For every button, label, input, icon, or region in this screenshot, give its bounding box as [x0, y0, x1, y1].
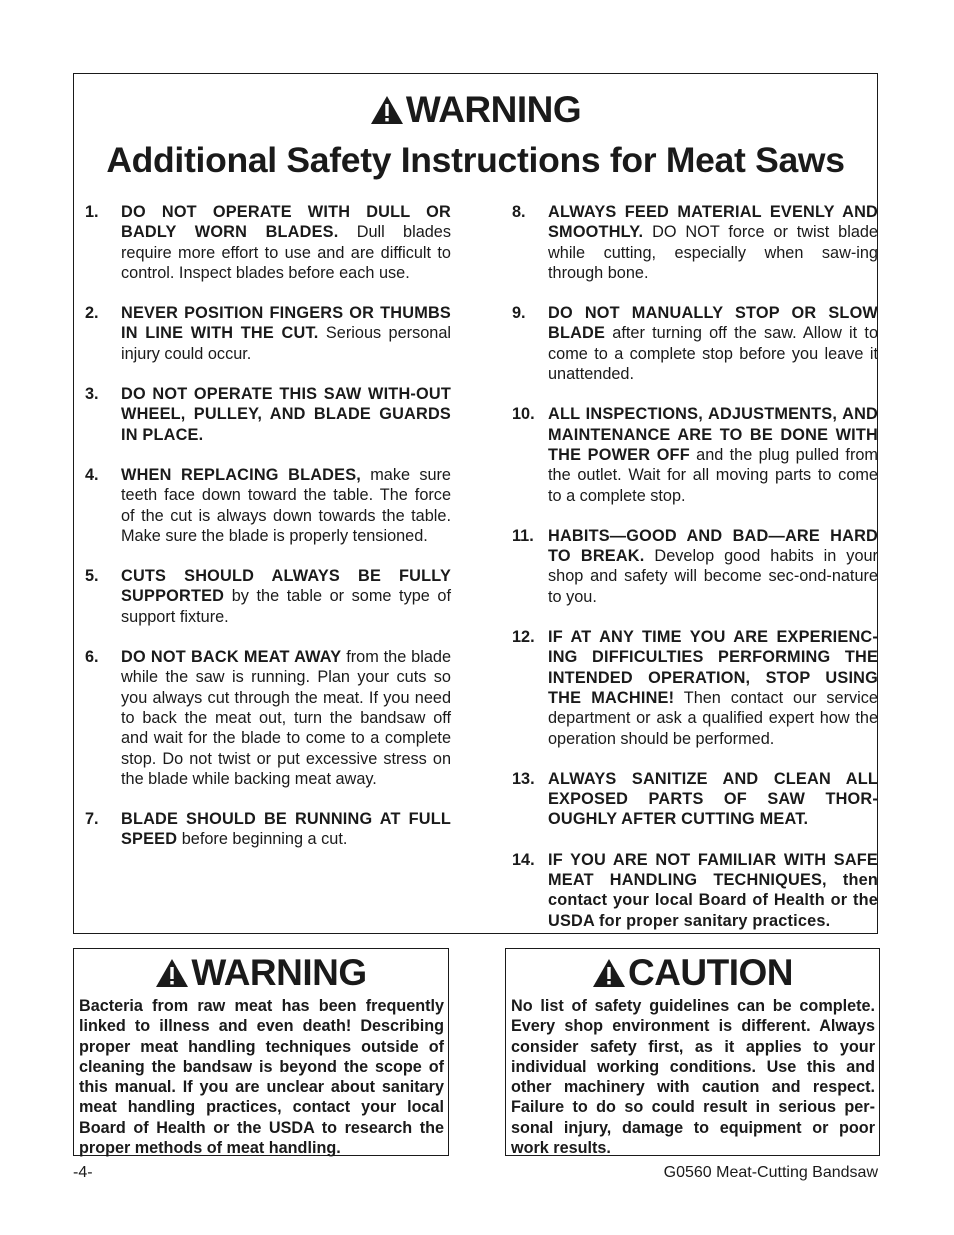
list-item: 1. DO NOT OPERATE WITH DULL OR BADLY WORN BLADES. Dull blades require more effort to use and are difficult to control. Inspect blades before each use. — [85, 203, 451, 282]
caution-box — [505, 948, 880, 1156]
list-item: 7. BLADE SHOULD BE RUNNING AT FULL SPEED before beginning a cut. — [85, 810, 451, 849]
list-item: 2. NEVER POSITION FINGERS OR THUMBS IN LINE WITH THE CUT. Serious personal injury could occur. — [85, 304, 451, 363]
warning-box-label: WARNING — [191, 952, 367, 993]
list-item: 8. ALWAYS FEED MATERIAL EVENLY AND SMOOTHLY. DO NOT force or twist blade while cutting, especially when saw-ing through bone. — [512, 203, 878, 282]
list-item: 5. CUTS SHOULD ALWAYS BE FULLY SUPPORTED by the table or some type of support fixture. — [85, 567, 451, 626]
list-item: 3. DO NOT OPERATE THIS SAW WITH-OUT WHEEL, PULLEY, AND BLADE GUARDS IN PLACE. — [85, 385, 451, 444]
list-item: 12. IF AT ANY TIME YOU ARE EXPERIENC-ING DIFFICULTIES PERFORMING THE INTENDED OPERATION, STOP USING THE MACHINE! Then contact our service department or ask a qualified expert how the operation should be performed. — [512, 628, 878, 748]
caution-box-header — [506, 953, 879, 996]
warning-box-header — [74, 953, 448, 996]
warning-triangle-icon — [370, 93, 404, 133]
safety-instructions-box — [73, 73, 878, 934]
bacteria-warning-box — [73, 948, 449, 1156]
page-title: Additional Safety Instructions for Meat Saws — [106, 140, 845, 180]
warning-box-text: Bacteria from raw meat has been frequently linked to illness and even death! Describing proper meat handling techniques outside of cleaning the bandsaw is beyond the scope of this manual. If you are unclear about sanitary meat handling practices, contact your local Board of Health or the USDA to research the proper methods of meat handling. — [79, 997, 444, 1158]
warning-triangle-icon — [155, 956, 189, 996]
list-item: 11. HABITS—GOOD AND BAD—ARE HARD TO BREAK. Develop good habits in your shop and safety will become sec-ond-nature to you. — [512, 526, 878, 606]
list-item: 4. WHEN REPLACING BLADES, make sure teeth face down toward the table. The force of the cut is always down towards the table. Make sure the blade is properly tensioned. — [85, 465, 451, 545]
caution-box-text: No list of safety guidelines can be complete. Every shop environment is different. Always consider safety first, as it applies to your individual working conditions. Use this and other machinery with caution and respect. Failure to do so could result in serious per-sonal injury, damage to equipment or poor work results. — [511, 997, 875, 1158]
caution-box-label: CAUTION — [627, 952, 794, 993]
caution-triangle-icon — [592, 956, 626, 996]
list-item: 9. DO NOT MANUALLY STOP OR SLOW BLADE after turning off the saw. Allow it to come to a complete stop before you leave it unattended. — [512, 304, 878, 384]
left-column — [85, 202, 451, 870]
document-title: G0560 Meat-Cutting Bandsaw — [663, 1164, 878, 1181]
page-number: -4- — [73, 1164, 93, 1181]
warning-header — [74, 90, 877, 133]
list-item: 14. IF YOU ARE NOT FAMILIAR WITH SAFE MEAT HANDLING TECHNIQUES, then contact your local Board of Health or the USDA for proper sanitary practices. — [512, 850, 878, 930]
right-column — [512, 202, 878, 951]
list-item: 6. DO NOT BACK MEAT AWAY from the blade while the saw is running. Plan your cuts so you always cut through the meat. If you need to back the meat out, turn the bandsaw off and wait for the blade to come to a complete stop. Do not twist or put excessive stress on the blade while backing meat away. — [85, 648, 451, 788]
warning-label: WARNING — [405, 89, 582, 130]
list-item: 13. ALWAYS SANITIZE AND CLEAN ALL EXPOSED PARTS OF SAW THOR-OUGHLY AFTER CUTTING MEAT. — [512, 769, 878, 829]
list-item: 10. ALL INSPECTIONS, ADJUSTMENTS, AND MAINTENANCE ARE TO BE DONE WITH THE POWER OFF and the plug pulled from the outlet. Wait for all moving parts to come to a complete stop. — [512, 405, 878, 505]
